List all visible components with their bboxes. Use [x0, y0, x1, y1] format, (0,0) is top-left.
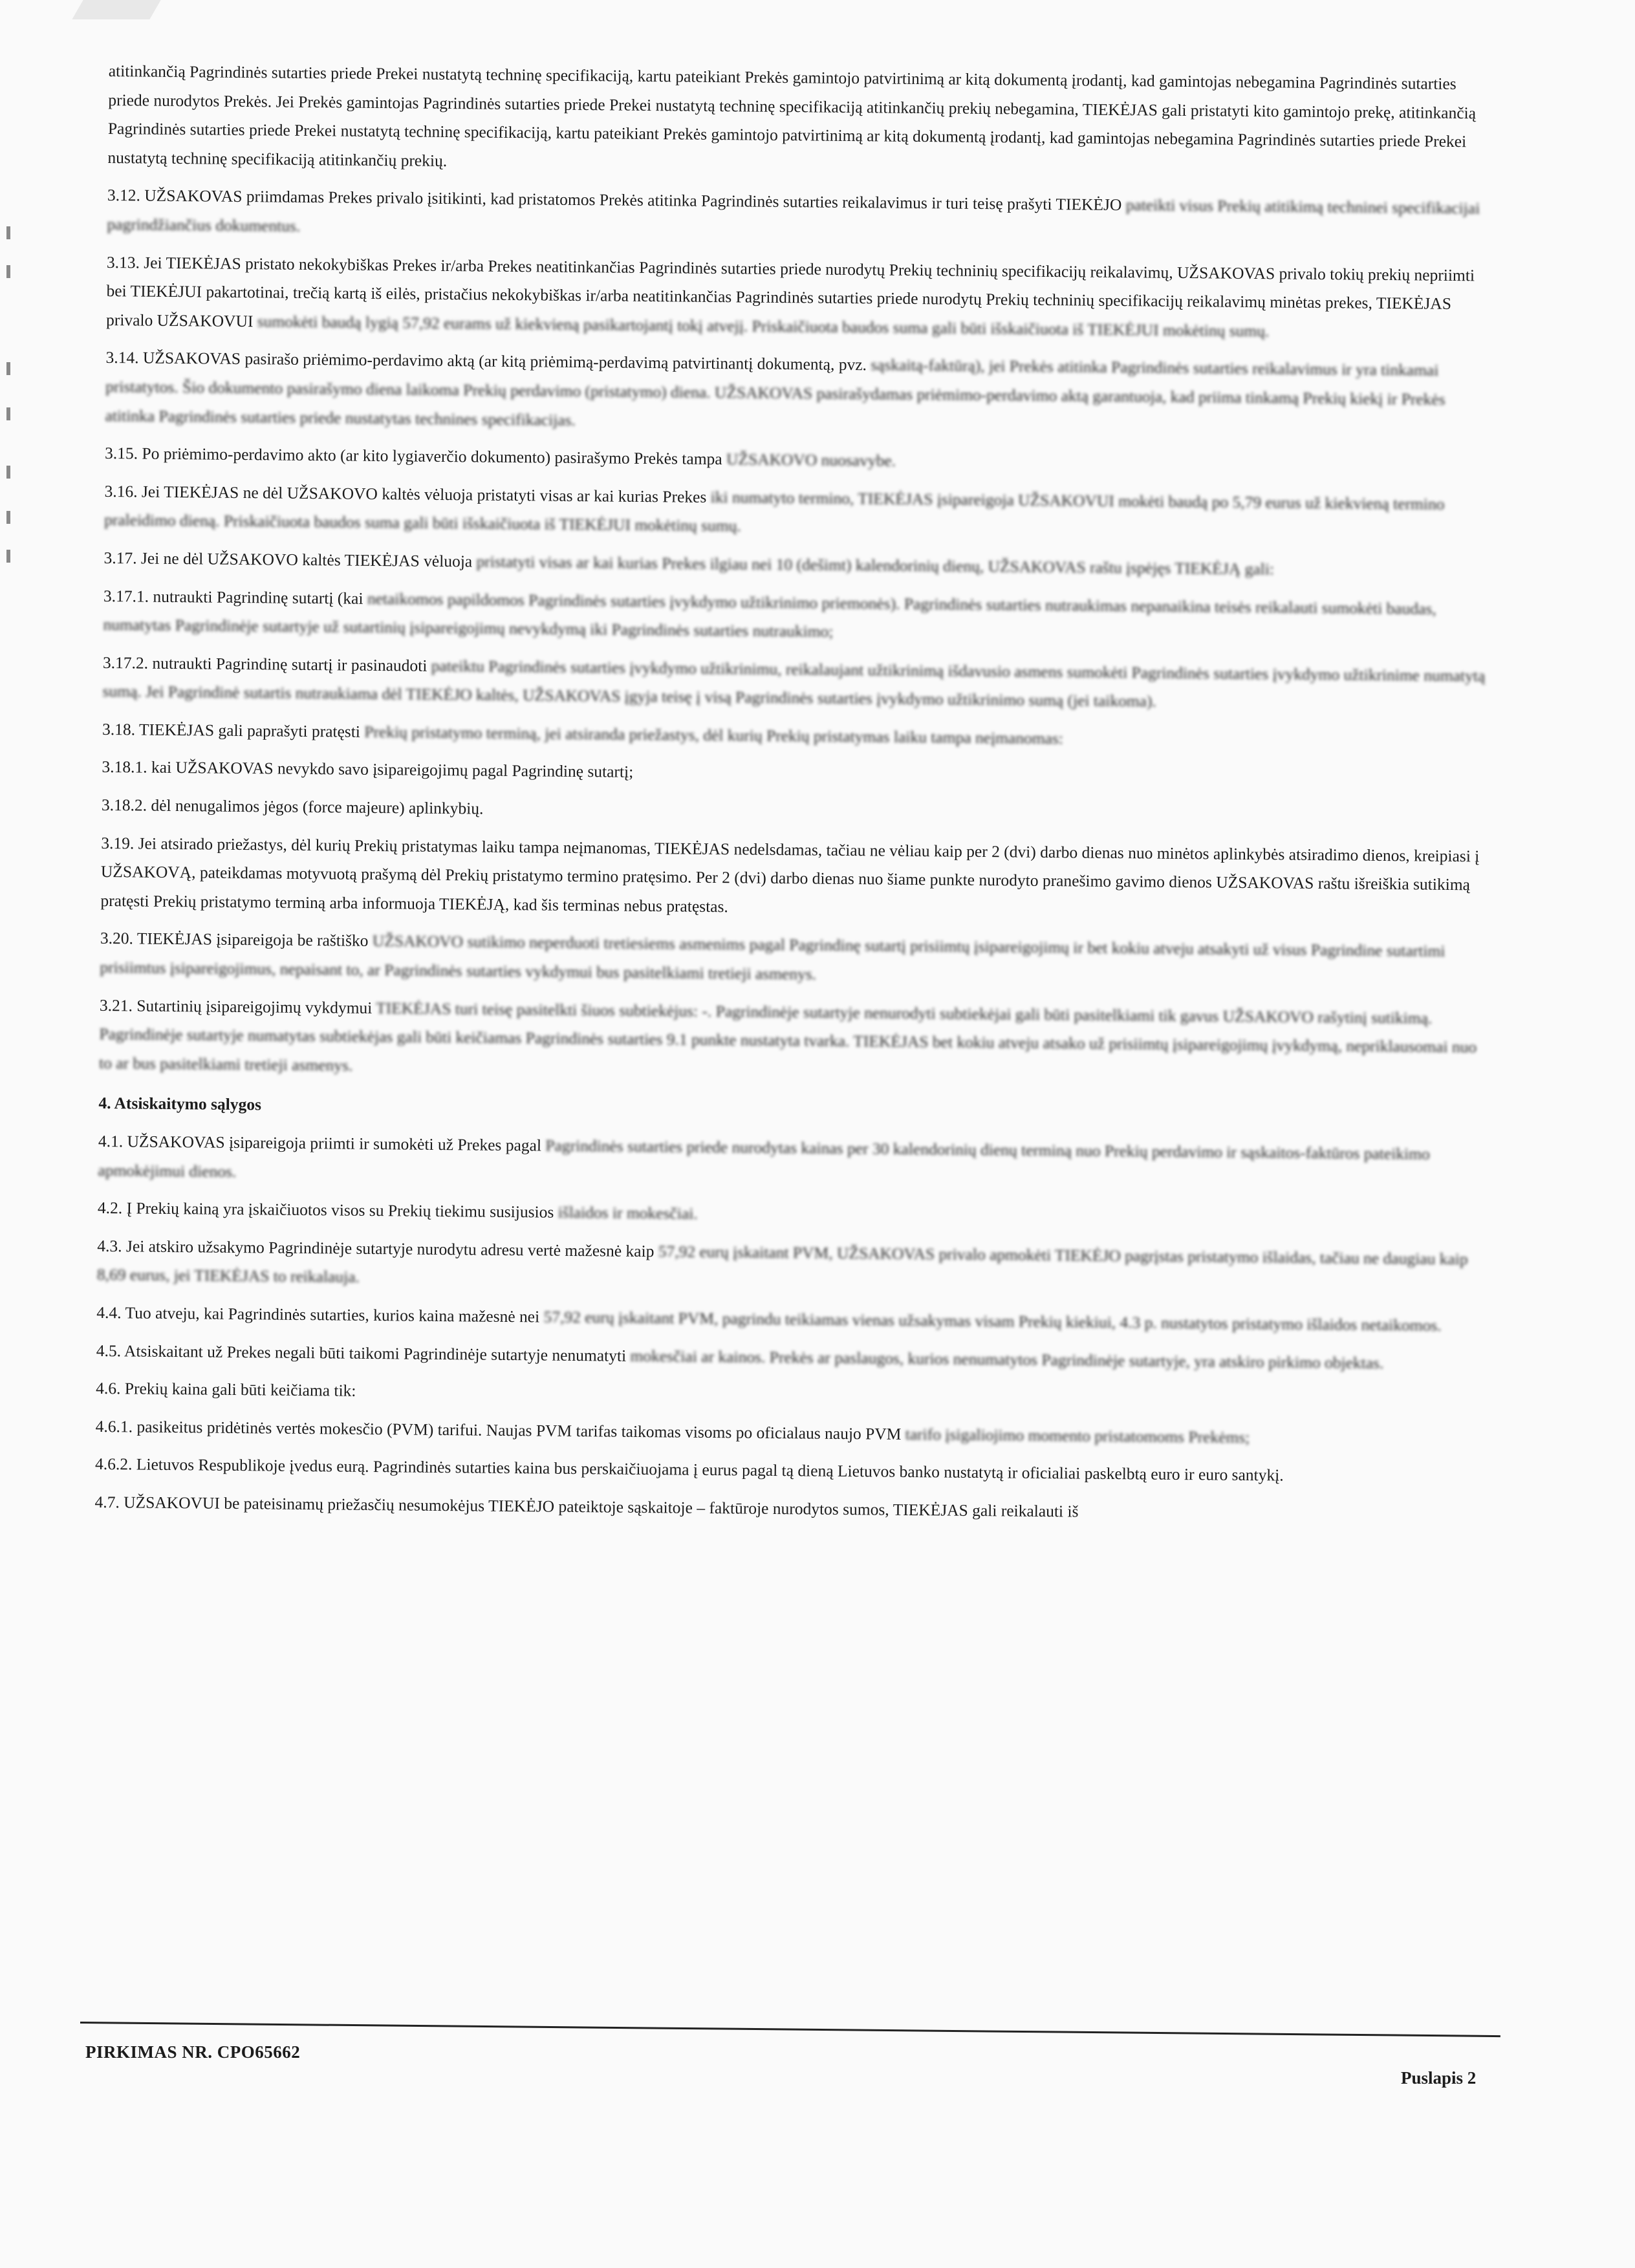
paragraph-text: atitinkančią Pagrindinės sutarties priede Prekei nustatytą techninę specifikaciją, kartu pateikiant Prekės gamintojo patvirtinimą ar kitą dokumentą įrodantį, kad gamintojas nebegamina Pagrindinės sutarties priede nurodytos Prekės. Jei Prekės gamintojas Pagrindinės sutarties priede Prekei nustatytą techninę specifikaciją atitinkančių prekių nebegamina, TIEKĖJAS gali pristatyti kito gamintojo prekę, atitinkančią Pagrindinės sutarties priede Prekei nustatytą techninę specifikaciją, kartu pateikiant Prekės gamintojo patvirtinimą ar kitą dokumentą įrodantį, kad gamintojas nebegamina Pagrindinės sutarties priede Prekei nustatytą techninę specifikaciją atitinkančių prekių.	[107, 61, 1477, 170]
page-corner-shadow	[72, 0, 160, 19]
paragraph-text: 3.15. Po priėmimo-perdavimo akto (ar kito lygiaverčio dokumento) pasirašymo Prekės tampa	[104, 444, 727, 469]
paragraph-text: 3.16. Jei TIEKĖJAS ne dėl UŽSAKOVO kaltės vėluoja pristatyti visas ar kai kurias Prekes	[104, 481, 711, 506]
paragraph-text: 3.19. Jei atsirado priežastys, dėl kurių Prekių pristatymas laiku tampa neįmanomas, TIEKĖJAS nedelsdamas, tačiau ne vėliau kaip per 2 (dvi) darbo dienas nuo minėtos aplinkybės atsiradimo dienos, kreipiasi į UŽSAKOVĄ, pateikdamas motyvuotą prašymą dėl Prekių pristatymo termino pratęsimo. Per 2 (dvi) darbo dienas nuo šiame punkte nurodyto pranešimo gavimo dienos UŽSAKOVAS raštu išreiškia sutikimą pratęsti Prekių pristatymo terminą arba informuoja TIEKĖJĄ, kad šis terminas nebus pratęstas.	[100, 833, 1480, 916]
page-number: Puslapis 2	[1401, 2068, 1477, 2088]
paragraph-text: 4.6.1. pasikeitus pridėtinės vertės mokesčio (PVM) tarifui. Naujas PVM tarifas taikomas visoms po oficialaus naujo PVM	[95, 1416, 905, 1443]
paragraph	[96, 1299, 1480, 1341]
paragraph-text-faded: išlaidos ir mokesčiai.	[558, 1202, 698, 1224]
document-body	[94, 57, 1493, 1530]
paragraph-text: 3.12. UŽSAKOVAS priimdamas Prekes privalo įsitikinti, kad pristatomos Prekės atitinka Pagrindinės sutarties reikalavimus ir turi teisę prašyti TIEKĖJO	[107, 186, 1126, 215]
footer-rule	[80, 2022, 1500, 2037]
paragraph-text-faded: UŽSAKOVO sutikimo neperduoti tretiesiems asmenims pagal Pagrindinę sutartį prisiimtų įsipareigojimų ir bet kokiu atveju atsakyti už visus Pagrindine sutartimi prisiimtus įsipareigojimus, nepaisant to, ar Pagrindinės sutarties vykdymui bus pasitelkiami tretieji asmenys.	[100, 931, 1446, 984]
paragraph	[102, 715, 1486, 757]
paragraph	[100, 829, 1485, 929]
paragraph-text: 3.17.2. nutraukti Pagrindinę sutartį ir pasinaudoti	[102, 653, 431, 675]
paragraph-text-faded: sumokėti baudą lygią 57,92 eurams už kiekvieną pasikartojantį tokį atvejį. Priskaičiuota baudos suma gali būti išskaičiuota iš TIEKĖJUI mokėtinų sumų.	[257, 311, 1270, 340]
paragraph-text: 4.6.2. Lietuvos Respublikoje įvedus eurą. Pagrindinės sutarties kaina bus perskaičiuojama į eurus pagal tą dieną Lietuvos banko nustatytą ir oficialiai paskelbtą euro ir euro santykį.	[94, 1454, 1284, 1485]
paragraph	[94, 1488, 1478, 1530]
margin-mark	[6, 511, 10, 524]
paragraph-text: 4.6. Prekių kaina gali būti keičiama tik:	[96, 1379, 356, 1400]
margin-mark	[6, 226, 10, 239]
paragraph-text-faded: Pagrindinės sutarties priede nurodytas kainas per 30 kalendorinių dienų terminą nuo Prekių perdavimo ir sąskaitos-faktūros pateikimo apmokėjimui dienos.	[98, 1136, 1430, 1181]
paragraph-text-faded: pateikti visus Prekių atitikimą techninei specifikacijai pagrindžiančius dokumentus.	[107, 195, 1480, 235]
paragraph-text-faded: TIEKĖJAS turi teisę pasitelkti šiuos subtiekėjus: -. Pagrindinėje sutartyje nenurodyti subtiekėjai gali būti pasitelkiami tik gavus UŽSAKOVO rašytinį sutikimą. Pagrindinėje sutartyje numatytas subtiekėjas gali būti keičiamas Pagrindinės sutarties 9.1 punkte nustatyta tvarka. TIEKĖJAS bet kokiu atveju atsako už prisiimtų įsipareigojimų įvykdymą, nepriklausomai nuo to ar bus pasitelkiami tretieji asmenys.	[98, 998, 1477, 1075]
paragraph-text: 3.17.1. nutraukti Pagrindinę sutartį (kai	[103, 586, 368, 608]
paragraph	[96, 1336, 1480, 1378]
paragraph-text: 4. Atsiskaitymo sąlygos	[98, 1094, 262, 1114]
paragraph-text-faded: iki numatyto termino, TIEKĖJAS įsipareigoja UŽSAKOVUI mokėti baudą po 5,79 eurus už kiekvieną termino praleidimo dieną. Priskaičiuota baudos suma gali būti išskaičiuota iš TIEKĖJUI mokėtinų sumų.	[103, 487, 1445, 535]
paragraph-text-faded: 57,92 eurų įskaitant PVM, pagrindu teikiamas vienas užsakymas visam Prekių kiekiui, 4.3 p. nustatytos pristatymo išlaidos netaikomos.	[543, 1307, 1442, 1335]
paragraph-text: 3.18.1. kai UŽSAKOVAS nevykdo savo įsipareigojimų pagal Pagrindinę sutartį;	[102, 757, 634, 782]
margin-mark	[6, 407, 10, 420]
paragraph-text: 3.18. TIEKĖJAS gali paprašyti pratęsti	[102, 719, 365, 741]
paragraph-text: 4.4. Tuo atveju, kai Pagrindinės sutarties, kurios kaina mažesnė nei	[96, 1302, 544, 1326]
purchase-number: PIRKIMAS NR. CPO65662	[85, 2042, 301, 2062]
paragraph-text-faded: tarifo įsigaliojimo momento pristatomoms Prekėms;	[905, 1424, 1250, 1447]
paragraph	[102, 649, 1487, 720]
paragraph	[95, 1450, 1479, 1492]
paragraph	[102, 753, 1486, 795]
paragraph-text: 4.1. UŽSAKOVAS įsipareigoja priimti ir sumokėti už Prekes pagal	[98, 1131, 546, 1155]
paragraph-text: 3.13. Jei TIEKĖJAS pristato nekokybiškas Prekes ir/arba Prekes neatitinkančias Pagrindinės sutarties priede nurodytų Prekių techninių specifikacijų reikalavimų, UŽSAKOVAS privalo tokių prekių nepriimti bei TIEKĖJUI pakartotinai, trečią kartą iš eilės, pristačius nekokybiškas ir/arba neatitinkančias Pagrindinės sutarties priede nurodytų Prekių techninių specifikacijų reikalavimų minėtas prekes, TIEKĖJAS privalo UŽSAKOVUI	[105, 252, 1475, 330]
paragraph	[99, 991, 1484, 1091]
paragraph-text-faded: Prekių pristatymo terminą, jei atsiranda priežastys, dėl kurių Prekių pristatymas laiku tampa neįmanomas:	[364, 722, 1064, 748]
paragraph-text-faded: netaikomos papildomos Pagrindinės sutarties įvykdymo užtikrinimo priemonės). Pagrindinės sutarties nutraukimas nepanaikina teisės reikalauti sumokėti baudas, numatytas Pagrindinėje sutartyje už sutartinių įsipareigojimų nevykdymą iki Pagrindinės sutarties nutraukimo;	[103, 589, 1436, 641]
paragraph	[95, 1412, 1479, 1454]
paragraph	[97, 1232, 1482, 1303]
margin-mark	[6, 265, 10, 278]
paragraph	[103, 544, 1488, 586]
paragraph-text: 3.17. Jei ne dėl UŽSAKOVO kaltės TIEKĖJAS vėluoja	[103, 548, 477, 571]
paragraph-text: 4.7. UŽSAKOVUI be pateisinamų priežasčių nesumokėjus TIEKĖJO pateiktoje sąskaitoje – faktūroje nurodytos sumos, TIEKĖJAS gali reikalauti iš	[94, 1492, 1079, 1521]
paragraph-text-faded: mokesčiai ar kainos. Prekės ar paslaugos, kurios nenumatytos Pagrindinėje sutartyje, yra atskiro pirkimo objektas.	[630, 1346, 1384, 1372]
paragraph	[102, 791, 1486, 833]
paragraph	[105, 343, 1489, 443]
paragraph	[98, 1194, 1482, 1236]
paragraph	[106, 248, 1491, 348]
paragraph-text: 3.20. TIEKĖJAS įsipareigoja be raštiško	[100, 929, 373, 951]
paragraph	[105, 439, 1489, 481]
paragraph	[98, 1127, 1482, 1198]
paragraph-text-faded: 57,92 eurų įskaitant PVM, UŽSAKOVAS privalo apmokėti TIEKĖJO pagrįstas pristatymo išlaidas, tačiau ne daugiau kaip 8,69 eurus, jei TIEKĖJAS to reikalauja.	[96, 1242, 1468, 1287]
margin-mark	[6, 466, 10, 479]
paragraph-text: 4.2. Į Prekių kainą yra įskaičiuotos visos su Prekių tiekimu susijusios	[97, 1198, 558, 1222]
paragraph	[107, 181, 1491, 252]
paragraph-text-faded: pristatyti visas ar kai kurias Prekes ilgiau nei 10 (dešimt) kalendorinių dienų, UŽSAKOVAS raštu įspėjęs TIEKĖJĄ gali:	[476, 552, 1275, 579]
paragraph-text: 4.3. Jei atskiro užsakymo Pagrindinėje sutartyje nurodytu adresu vertė mažesnė kaip	[97, 1236, 658, 1261]
paragraph-text: 3.21. Sutartinių įsipareigojimų vykdymui	[99, 995, 376, 1017]
margin-mark	[6, 550, 10, 563]
paragraph-text-faded: sąskaitą-faktūrą), jei Prekės atitinka Pagrindinės sutarties reikalavimus ir yra tinkamai pristatytos. Šio dokumento pasirašymo diena laikoma Prekių perdavimo (pristatymo) diena. UŽSAKOVAS pasirašydamas priėmimo-perdavimo aktą garantuoja, kad priima tinkamą Prekių kiekį ir Prekės atitinka Pagrindinės sutarties priede nustatytas technines specifikacijas.	[105, 355, 1446, 429]
paragraph	[96, 1374, 1480, 1416]
margin-mark	[6, 362, 10, 375]
paragraph-text-faded: UŽSAKOVO nuosavybe.	[726, 449, 896, 470]
paragraph	[107, 57, 1493, 186]
paragraph	[103, 581, 1488, 653]
paragraph	[100, 924, 1484, 995]
paragraph-text: 4.5. Atsiskaitant už Prekes negali būti taikomi Pagrindinėje sutartyje nenumatyti	[96, 1341, 631, 1365]
paragraph-text: 3.14. UŽSAKOVAS pasirašo priėmimo-perdavimo aktą (ar kitą priėmimą-perdavimą patvirtinantį dokumentą, pvz.	[105, 348, 871, 374]
paragraph-text: 3.18.2. dėl nenugalimos jėgos (force majeure) aplinkybių.	[101, 795, 484, 818]
section-heading	[98, 1089, 1482, 1131]
paragraph	[104, 477, 1489, 548]
paragraph-text-faded: pateiktu Pagrindinės sutarties įvykdymo užtikrinimu, reikalaujant užtikrinimą išdavusio asmens sumokėti Pagrindinės sutarties įvykdymo užtikrinime numatytą sumą. Jei Pagrindinė sutartis nutraukiama dėl TIEKĖJO kaltės, UŽSAKOVAS įgyja teisę į visą Pagrindinės sutarties įvykdymo užtikrinimo sumą (jei taikoma).	[102, 656, 1486, 711]
